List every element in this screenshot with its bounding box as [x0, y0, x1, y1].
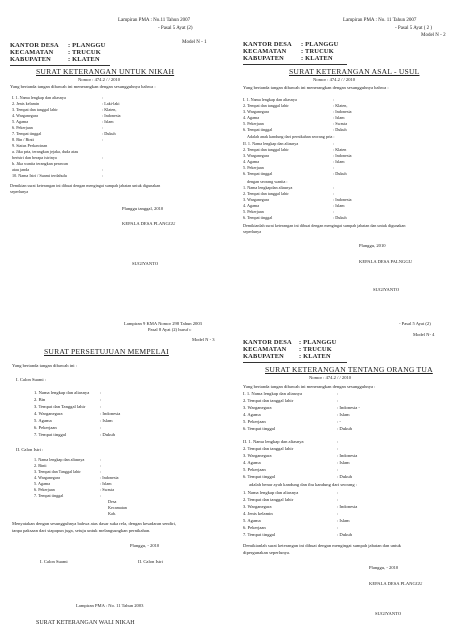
field-value: :	[333, 209, 335, 214]
field-value: : Islam	[337, 518, 350, 523]
document-model-n4	[237, 316, 474, 632]
closing-text-2: dipergunakan seperlunya.	[243, 550, 291, 555]
field-label: 7. Tempat tinggal	[243, 532, 276, 537]
field-value: :	[100, 493, 102, 498]
field-label: 4. Agama	[243, 460, 261, 465]
nomor-label: Nomor : 474.2 / / 2010	[309, 375, 352, 380]
next-page-lampiran: Lampiran PMA : No. 11 Tahun 2003	[76, 603, 144, 608]
field-label: 1. Nama lengkap dan aliasnya	[34, 390, 90, 395]
header-divider	[243, 64, 347, 65]
field-label: 3. Warganegara	[243, 453, 272, 458]
lampiran-label: Lampiran PMA : No.11 Tahun 2007	[118, 18, 191, 23]
kantor-label: KANTOR DESA	[10, 42, 59, 49]
model-label: Model N - 1	[182, 40, 207, 45]
field-label: 3. Tempat dan Tanggal lahir	[34, 404, 86, 409]
field-value: :	[337, 446, 339, 451]
kecamatan-label: KECAMATAN	[10, 49, 54, 56]
field-value: :	[100, 404, 102, 409]
kecamatan-value: : TRUCUK	[68, 49, 101, 56]
field-label: 10. Nama Istri / Suami terdahulu	[12, 173, 67, 178]
kecamatan-label: KECAMATAN	[243, 48, 287, 55]
field-value: :	[337, 525, 339, 530]
kecamatan-label: KECAMATAN	[243, 346, 287, 353]
field-value: : Laki-laki	[102, 101, 120, 106]
field-value: : Indonesia -	[337, 405, 360, 410]
kabupaten-label: KABUPATEN	[10, 56, 51, 63]
dengan-text: dengan seorang wanita :	[247, 179, 288, 184]
field-label: 2. Tempat dan tanggal lahir	[243, 497, 294, 502]
field-label: II. 1. Nama lengkap dan aliasnya	[243, 141, 299, 146]
field-label: 3. Warganegara	[243, 197, 270, 202]
field-value: :	[337, 511, 339, 516]
field-value: : Klaten,	[333, 103, 348, 108]
closing-text: Demikianlah surat keterangan ini dibuat dengan mengingat sumpah jabatan dan untuk digunakan	[243, 223, 406, 228]
intro-text: Yang bertanda tangan dibawah ini menerangkan dengan sesungguhnya bahwa :	[243, 85, 389, 90]
pasal-label: Pasal 8 Ayat (2) huruf c	[148, 327, 192, 332]
date-line: Planggu, - 2010	[369, 565, 399, 570]
field-value: : Islam	[333, 159, 345, 164]
field-value: :	[102, 137, 104, 142]
kantor-value: : PLANGGU	[299, 339, 337, 346]
closing-text: Demikianlah surat keterangan ini dibuat dengan mengingat sumpah jabatan dan untuk	[243, 543, 401, 548]
closing-text-2: seperlunya	[10, 189, 29, 194]
adalah-text: adalah benar ayah kandung dan ibu kandung dari seorang :	[249, 482, 358, 487]
field-label: 6. Pekerjaan	[34, 425, 57, 430]
field-value: : Swasta	[333, 121, 348, 126]
field-label: 3. Warganegara	[243, 405, 272, 410]
field-label: 3. Tempat dan tanggal lahir	[12, 107, 58, 112]
signatory-name: SUGIYANTO	[373, 287, 400, 292]
field-label: 4. Agama	[243, 412, 261, 417]
header-divider	[243, 362, 347, 363]
field-label: I. 1. Nama lengkap dan aliasnya	[243, 97, 297, 102]
field-value: : Islam	[337, 412, 350, 417]
field-label: 4. Jenis kelamin	[243, 511, 273, 516]
field-value: : Islam	[102, 119, 114, 124]
kantor-label: KANTOR DESA	[243, 339, 292, 346]
pasal-label: - Pasal 5 Ayat (2)	[158, 26, 193, 31]
field-label: 1. Nama lengkapdan aliasnya	[243, 185, 293, 190]
next-page-title: SURAT KETERANGAN WALI NIKAH	[36, 620, 135, 626]
field-label: II. 1. Nama lengkap dan aliasnya	[243, 439, 304, 444]
field-label: 1. Nama lengkap dan aliasnya	[243, 490, 299, 495]
field-label: 5. Agama	[34, 481, 51, 486]
signatory-title: KEPALA DESA PLANGGU	[369, 581, 423, 586]
kecamatan-value: : TRUCUK	[299, 346, 332, 353]
field-label: 4. Warganegara	[12, 113, 39, 118]
field-value: :	[333, 141, 335, 146]
field-value: :	[337, 391, 339, 396]
field-value: :	[102, 125, 104, 130]
kabupaten-label: KABUPATEN	[243, 55, 284, 62]
field-label: 7. Tempat tinggal	[34, 493, 64, 498]
model-label: Model N - 3	[192, 337, 215, 342]
field-label: 6. Tempat tinggal	[243, 171, 273, 176]
field-label: 6. Tempat tinggal	[243, 474, 276, 479]
signature-calon-istri: II. Calon Istri	[138, 559, 163, 564]
field-value: : Dukuh	[337, 426, 352, 431]
pasal-label: - Pasal 5 Ayat ( 2 )	[395, 26, 433, 31]
field-label: 7. Tempat tinggal	[12, 131, 42, 136]
field-value: : Dukuh	[337, 532, 352, 537]
kabupaten-label: KABUPATEN	[243, 353, 284, 360]
address-kecamatan: Kecamatan	[108, 505, 127, 510]
lampiran-label: Lampiran PMA : No. 11 Tahun 2007	[343, 18, 417, 23]
field-value: :	[100, 469, 102, 474]
field-value: :	[337, 467, 339, 472]
field-label: 7. Tempat tinggal	[34, 432, 67, 437]
document-title: SURAT KETERANGAN ASAL - USUL	[289, 67, 420, 76]
kantor-label: KANTOR DESA	[243, 41, 292, 48]
field-label: 1. Nama lengkap dan aliasnya	[34, 457, 85, 462]
field-value: : Dukuh	[100, 432, 115, 437]
field-value: : Indonesia	[102, 113, 121, 118]
field-label: 6. Tempat tinggal	[243, 215, 273, 220]
field-value: : Dukuh	[333, 215, 347, 220]
field-label: I. 1. Nama lengkap dan aliasnya	[243, 391, 303, 396]
field-value: : Dukuh	[337, 474, 352, 479]
field-value: :	[102, 95, 104, 100]
field-label: 6. Tempat tinggal	[243, 426, 276, 431]
closing-text-2: seperlunya	[243, 229, 262, 234]
field-value: : Islam	[100, 481, 112, 486]
pasal-label: - Pasal 5 Ayat (2)	[399, 321, 431, 326]
field-value: : Indonesia	[333, 197, 352, 202]
field-label: 5. Agama	[34, 418, 52, 423]
document-title: SURAT PERSETUJUAN MEMPELAI	[44, 347, 169, 356]
field-label: 6. Pekerjaan	[12, 125, 33, 130]
field-value: : Indonesia	[337, 453, 358, 458]
field-value: :	[333, 185, 335, 190]
field-value: : Islam	[337, 460, 350, 465]
field-value: :	[102, 155, 104, 160]
address-desa: Desa	[108, 499, 117, 504]
field-value: :	[100, 425, 102, 430]
field-label: 2. Tempat dan tanggal lahir	[243, 191, 289, 196]
field-value: :	[333, 165, 335, 170]
field-label: 5. Pekerjaan	[243, 209, 264, 214]
model-label: Model N - 2	[421, 33, 446, 38]
field-value: : Dukuh	[102, 131, 116, 136]
field-value: : Klaten,	[102, 107, 117, 112]
field-value: : Indonesia	[100, 411, 121, 416]
intro-text: Yang bertanda tangan dibawah ini menerangkan dengan sesungguhnya bahwa :	[10, 84, 156, 89]
field-value: : Indonesia	[333, 153, 352, 158]
field-label: 5. Pekerjaan	[243, 419, 266, 424]
field-label: 8. Bin / Binti	[12, 137, 34, 142]
field-value: :	[337, 398, 339, 403]
field-label: 5. Agama	[243, 518, 261, 523]
field-value: :	[337, 490, 339, 495]
field-value: : Islam	[100, 418, 113, 423]
field-value: : Dukuh	[333, 127, 347, 132]
signature-calon-suami: I. Calon Suami	[40, 559, 68, 564]
field-label: 5. Pekerjaan	[243, 467, 266, 472]
field-label: 2. Tempat dan tanggal lahir	[243, 398, 294, 403]
field-label: b. Jika wanita terangkan perawan	[12, 161, 68, 166]
document-model-n1	[0, 0, 237, 316]
field-value: : Islam	[333, 115, 345, 120]
document-title: SURAT KETERANGAN TENTANG ORANG TUA	[265, 365, 433, 374]
field-value: : Islam	[333, 203, 345, 208]
kabupaten-value: : KLATEN	[68, 56, 100, 63]
field-value: :	[337, 439, 339, 444]
document-model-n3	[0, 316, 237, 632]
closing-text: Menyatakan dengan sesungguhnya bahwa atas dasar suka rela, dengan kesadaran sendiri,	[12, 521, 177, 526]
field-label: 2. Tempat dan tanggal lahir	[243, 446, 294, 451]
field-value: : Indonesia	[333, 109, 352, 114]
field-label: a. Jika pria, terangkan jejaka, duda atau	[12, 149, 79, 154]
document-title: SURAT KETERANGAN UNTUK NIKAH	[36, 67, 175, 76]
date-line: Planggu tanggal, 2010	[122, 206, 164, 211]
field-value: :	[100, 457, 102, 462]
field-label: 9. Status Perkawinan	[12, 143, 48, 148]
field-value: :	[333, 191, 335, 196]
kecamatan-value: : TRUCUK	[301, 48, 334, 55]
model-label: Model N- 4	[413, 332, 435, 337]
signatory-title: KEPALA DESA PALNGGU	[359, 259, 413, 264]
closing-text-2: tanpa paksaan dari siapapun juga, setuju untuk melangsungkan pernikahan.	[12, 528, 151, 533]
date-line: Planggu, - 2010	[130, 543, 160, 548]
field-value: : Swasta	[100, 487, 115, 492]
field-value: :	[337, 497, 339, 502]
field-value: : -	[337, 419, 341, 424]
field-value: : Dukuh	[333, 171, 347, 176]
field-label: 6. Pekerjaan	[34, 487, 55, 492]
field-label: 3. Warganegara	[243, 153, 270, 158]
field-value: :	[100, 463, 102, 468]
field-label: 5. Agama	[12, 119, 29, 124]
signatory-name: SUGIYANTO	[132, 261, 159, 266]
field-value: :	[102, 173, 104, 178]
field-label: I. 1. Nama lengkap dan aliasnya	[12, 95, 66, 100]
field-label: 2. Tempat dan tanggal lahir	[243, 103, 289, 108]
field-label: 4. Warganegara	[34, 475, 61, 480]
field-label: 5. Pekerjaan	[243, 165, 264, 170]
field-value: : Klaten	[333, 147, 347, 152]
lampiran-label: Lampiran 9 KMA Nomor 298 Tahun 2003	[124, 321, 202, 326]
calon-suami-heading: I. Calon Suami :	[16, 377, 47, 382]
header-divider	[10, 65, 110, 66]
field-label: 2. Bin	[34, 397, 46, 402]
field-value: :	[102, 167, 104, 172]
field-label: 3. Warganegara	[243, 504, 272, 509]
kabupaten-value: : KLATEN	[301, 55, 333, 62]
field-value: :	[100, 397, 102, 402]
field-label: 3. Warganegara	[243, 109, 270, 114]
field-label: atau janda	[12, 167, 30, 172]
field-value: :	[100, 390, 102, 395]
field-label: 5. Pekerjaan	[243, 121, 264, 126]
field-label: 4. Agama	[243, 159, 260, 164]
field-value: :	[333, 97, 335, 102]
field-label: 6. Tempat tinggal	[243, 127, 273, 132]
nomor-label: Nomor : 474.2 / / 2010	[313, 77, 356, 82]
field-label: 2. Tempat dan tanggal lahir	[243, 147, 289, 152]
field-label: 6. Pekerjaan	[243, 525, 266, 530]
intro-text: Yang bertanda tangan dibawah ini menerangkan dengan sesungguhnya :	[243, 384, 376, 389]
field-value: : Indonesia	[337, 504, 358, 509]
kantor-value: : PLANGGU	[301, 41, 339, 48]
kabupaten-value: : KLATEN	[299, 353, 331, 360]
field-label: 2. Jenis kelamin	[12, 101, 40, 106]
field-label: 4. Agama	[243, 203, 260, 208]
address-kab: Kab.	[108, 511, 117, 516]
field-label: 3. Tempat dan Tanggal lahir	[34, 469, 81, 474]
field-label: 4. Warganegara	[34, 411, 63, 416]
field-label: 2. Binti	[34, 463, 47, 468]
signatory-title: KEPALA DESA PLANGGU	[122, 221, 176, 226]
document-model-n2	[237, 0, 474, 316]
field-label: beristri dan berapa istrinya	[12, 155, 57, 160]
kantor-value: : PLANGGU	[68, 42, 106, 49]
date-line: Planggu, 2010	[359, 243, 386, 248]
calon-istri-heading: II. Calon Istri :	[16, 447, 44, 452]
nomor-label: Nomor : 474.2 / / 2010	[78, 77, 121, 82]
closing-text: Demikian surat keterangan ini dibuat dengan mengingat sumpah jabatan untuk digunakan	[10, 183, 161, 188]
adalah-text: Adalah anak kandung dari pernikahan seorang pria :	[247, 134, 335, 139]
field-value: : Indonesia	[100, 475, 119, 480]
field-label: 4. Agama	[243, 115, 260, 120]
intro-text: Yang bertanda tangan dibawah ini :	[12, 363, 77, 368]
signatory-name: SUGIYANTO	[375, 611, 402, 616]
